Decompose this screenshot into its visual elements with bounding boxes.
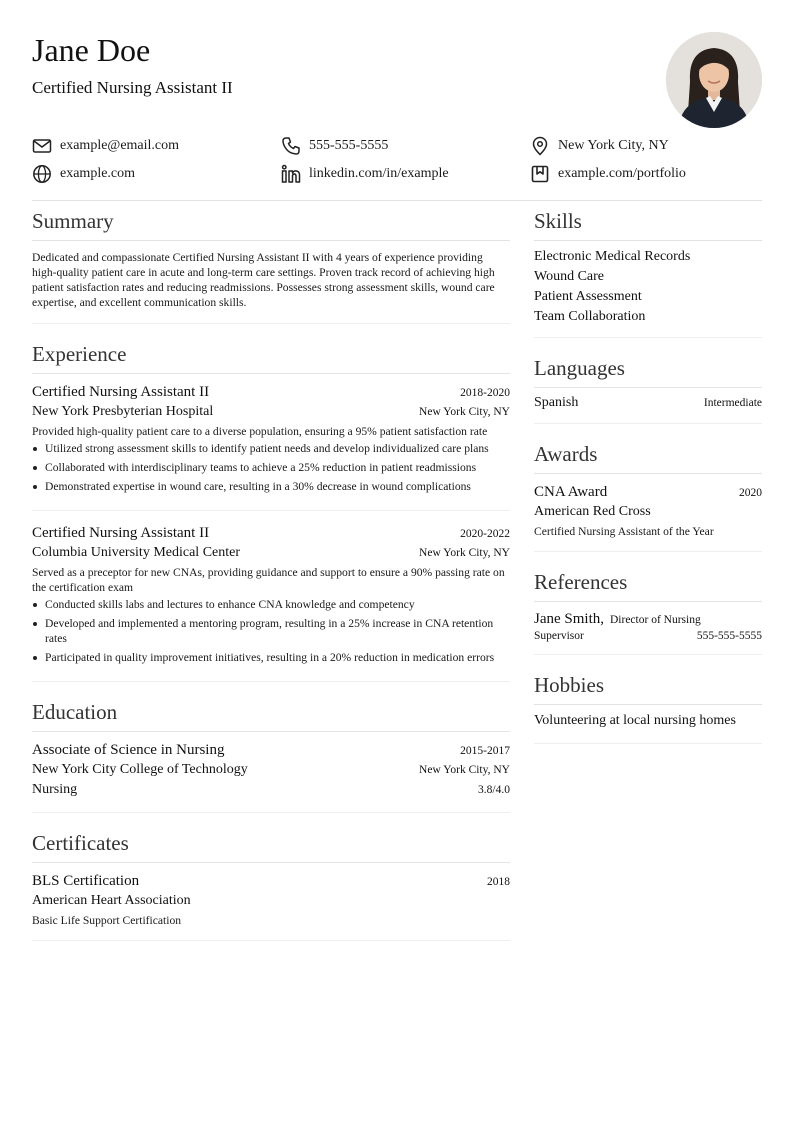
bookmark-icon (530, 164, 550, 184)
language-level: Intermediate (703, 397, 762, 409)
degree-name: Associate of Science in Nursing (32, 742, 225, 758)
contact-location-text: New York City, NY (558, 138, 669, 153)
list-item: Conducted skills labs and lectures to enhance CNA knowledge and competency (32, 597, 510, 612)
references-section (534, 562, 762, 655)
awards-section (534, 434, 762, 552)
contact-linkedin-text[interactable]: linkedin.com/in/example (309, 166, 449, 181)
job-location: New York City, NY (419, 547, 510, 559)
job-employer: New York Presbyterian Hospital (32, 404, 214, 419)
experience-entry (32, 511, 510, 682)
skill-item: Electronic Medical Records (534, 249, 691, 264)
certificate-entry (32, 863, 510, 941)
experience-entry (32, 374, 510, 511)
reference-name: Jane Smith, (534, 611, 604, 627)
reference-role: Director of Nursing (610, 614, 701, 626)
certificates-heading: Certificates (32, 823, 510, 863)
job-title: Certified Nursing Assistant II (32, 384, 210, 400)
linkedin-icon (281, 164, 301, 184)
experience-heading: Experience (32, 334, 510, 374)
envelope-icon (32, 136, 52, 156)
award-name: CNA Award (534, 484, 608, 500)
education-section (32, 692, 510, 813)
summary-heading: Summary (32, 201, 510, 241)
job-dates: 2020-2022 (460, 528, 510, 540)
contact-linkedin[interactable] (281, 162, 449, 186)
profile-photo (666, 32, 762, 128)
skill-item: Wound Care (534, 269, 605, 284)
list-item: Participated in quality improvement initiatives, resulting in a 20% reduction in medication errors (32, 650, 510, 665)
certificate-issuer: American Heart Association (32, 893, 191, 908)
contact-location (530, 134, 669, 158)
list-item: Demonstrated expertise in wound care, resulting in a 30% decrease in wound complications (32, 479, 510, 494)
contact-portfolio-text[interactable]: example.com/portfolio (558, 166, 686, 181)
skills-heading: Skills (534, 201, 762, 241)
job-dates: 2018-2020 (460, 387, 510, 399)
education-dates: 2015-2017 (460, 745, 510, 757)
phone-icon (281, 136, 301, 156)
map-pin-icon (530, 136, 550, 156)
award-year: 2020 (739, 487, 762, 499)
certificates-section (32, 823, 510, 941)
languages-section (534, 348, 762, 424)
contact-phone[interactable] (281, 134, 388, 158)
school-location: New York City, NY (419, 764, 510, 776)
contact-email-text[interactable]: example@email.com (60, 138, 180, 153)
candidate-name: Jane Doe (32, 32, 151, 68)
certificate-name: BLS Certification (32, 873, 140, 889)
job-title: Certified Nursing Assistant II (32, 525, 210, 541)
job-location: New York City, NY (419, 406, 510, 418)
certificate-description: Basic Life Support Certification (32, 914, 182, 927)
field-of-study: Nursing (32, 782, 78, 797)
skill-item: Patient Assessment (534, 289, 642, 304)
certificate-year: 2018 (487, 876, 510, 888)
hobbies-section (534, 665, 762, 744)
hobby-item: Volunteering at local nursing homes (534, 705, 762, 744)
references-heading: References (534, 562, 762, 602)
awards-heading: Awards (534, 434, 762, 474)
summary-section (32, 201, 510, 324)
contact-email[interactable] (32, 134, 179, 158)
side-column (534, 201, 762, 744)
education-entry (32, 732, 510, 813)
contact-website-text[interactable]: example.com (60, 166, 136, 181)
school-name: New York City College of Technology (32, 762, 248, 777)
resume-page (32, 0, 762, 1123)
skills-section (534, 201, 762, 338)
reference-entry (534, 602, 762, 655)
globe-icon (32, 164, 52, 184)
contact-portfolio[interactable] (530, 162, 686, 186)
job-achievements (32, 597, 510, 665)
award-entry (534, 474, 762, 552)
experience-section (32, 334, 510, 682)
list-item: Utilized strong assessment skills to identify patient needs and develop individualized care plans (32, 441, 510, 456)
languages-heading: Languages (534, 348, 762, 388)
education-heading: Education (32, 692, 510, 732)
list-item: Developed and implemented a mentoring program, resulting in a 25% increase in CNA retention rates (32, 616, 510, 646)
language-name: Spanish (534, 395, 579, 410)
job-employer: Columbia University Medical Center (32, 545, 241, 560)
main-column (32, 201, 510, 941)
gpa: 3.8/4.0 (478, 784, 510, 796)
reference-relation: Supervisor (534, 630, 584, 642)
contact-phone-text[interactable]: 555-555-5555 (309, 138, 389, 153)
award-issuer: American Red Cross (534, 504, 651, 519)
job-achievements (32, 441, 510, 494)
summary-text: Dedicated and compassionate Certified Nursing Assistant II with 4 years of experience providing high-quality patient care in acute and long-term care settings. Proven track record of achieving high patient satisfaction rates and reducing readmissions. Possesses strong assessment skills, wound care expertise, and excellent communication skills. (32, 251, 495, 309)
list-item: Collaborated with interdisciplinary teams to achieve a 25% reduction in patient readmissions (32, 460, 510, 475)
award-description: Certified Nursing Assistant of the Year (534, 525, 714, 538)
reference-phone[interactable]: 555-555-5555 (696, 630, 762, 642)
skill-item: Team Collaboration (534, 309, 646, 324)
candidate-title: Certified Nursing Assistant II (32, 78, 233, 97)
job-description: Served as a preceptor for new CNAs, providing guidance and support to ensure a 90% passing rate on the certification exam (32, 566, 505, 594)
contact-website[interactable] (32, 162, 135, 186)
job-description: Provided high-quality patient care to a diverse population, ensuring a 95% patient satisfaction rate (32, 425, 488, 438)
hobbies-heading: Hobbies (534, 665, 762, 705)
